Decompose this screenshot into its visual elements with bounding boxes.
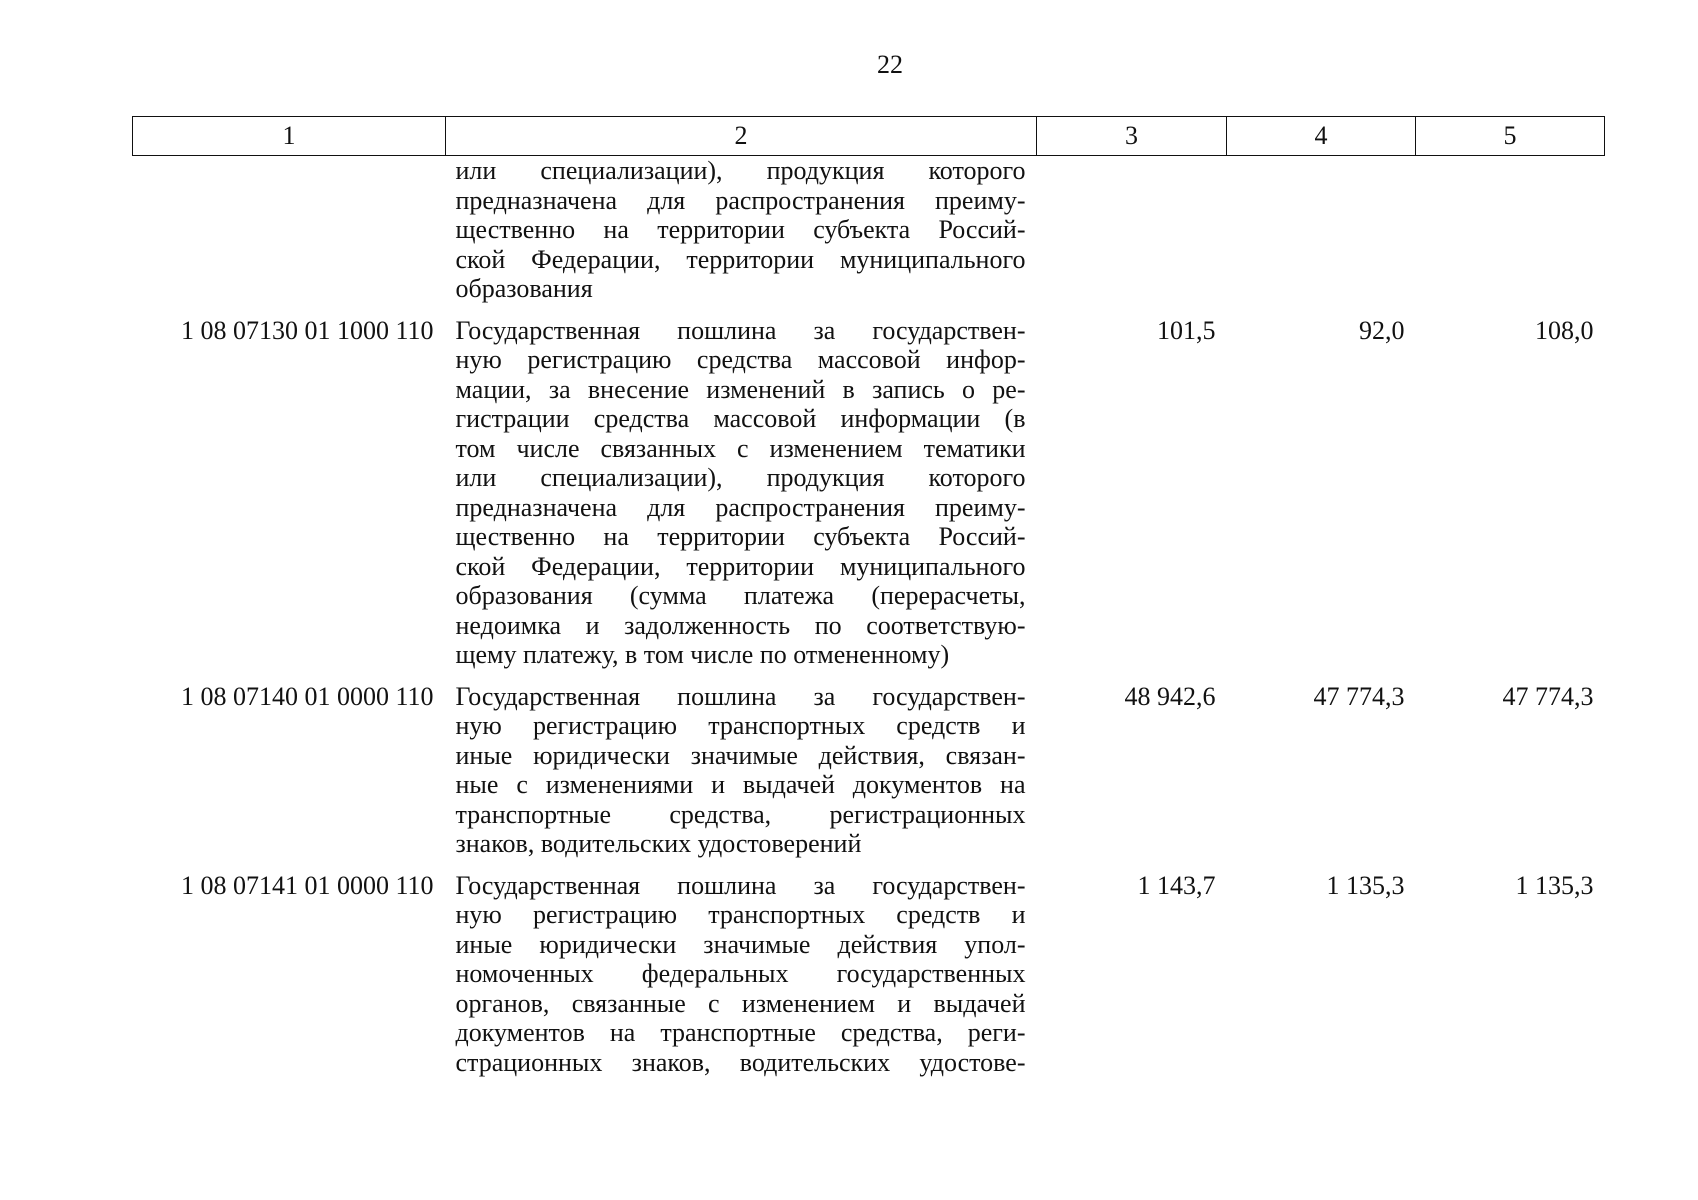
description-line: мации, за внесение изменений в запись о ре- bbox=[455, 374, 1026, 404]
description-cell bbox=[446, 316, 1037, 682]
description-line: или специализации), продукция которого bbox=[455, 463, 1026, 492]
code-cell: 1 08 07140 01 0000 110 bbox=[180, 681, 434, 711]
description-line: щему платежу, в том числе по отмененному) bbox=[455, 640, 950, 669]
description-line: Государственная пошлина за государствен- bbox=[455, 870, 1026, 900]
description-line: гистрации средства массовой информации (в bbox=[455, 404, 1026, 433]
table-row bbox=[133, 682, 1605, 871]
budget-table bbox=[132, 116, 1605, 1089]
value-cell-col3: 1 143,7 bbox=[1137, 870, 1216, 900]
code-cell: 1 08 07141 01 0000 110 bbox=[180, 870, 434, 900]
description-line: предназначена для распространения преиму- bbox=[455, 492, 1026, 522]
value-cell-col3 bbox=[1037, 156, 1227, 316]
value-cell-col5: 1 135,3 bbox=[1515, 870, 1594, 900]
description-line: или специализации), продукция которого bbox=[455, 156, 1026, 185]
value-cell-col5: 108,0 bbox=[1535, 315, 1594, 345]
description-line: страционных знаков, водительских удостове- bbox=[455, 1047, 1026, 1077]
header-col-5: 5 bbox=[1416, 117, 1605, 156]
value-cell-col4 bbox=[1227, 156, 1416, 316]
value-cell-col4: 92,0 bbox=[1359, 315, 1405, 345]
value-cell-col4: 47 774,3 bbox=[1313, 681, 1405, 711]
description-line: иные юридически значимые действия упол- bbox=[455, 929, 1026, 959]
description-line: иные юридически значимые действия, связан- bbox=[455, 740, 1026, 770]
description-line: том числе связанных с изменением тематики bbox=[455, 433, 1026, 463]
description-line: ную регистрацию транспортных средств и bbox=[455, 900, 1026, 929]
description-line: Государственная пошлина за государствен- bbox=[455, 315, 1026, 345]
description-line: ные с изменениями и выдачей документов на bbox=[455, 770, 1026, 799]
description-line: предназначена для распространения преиму- bbox=[455, 185, 1026, 215]
page-number: 22 bbox=[877, 50, 903, 79]
value-cell-col5: 47 774,3 bbox=[1502, 681, 1594, 711]
header-col-3: 3 bbox=[1037, 117, 1227, 156]
description-line: ской Федерации, территории муниципального bbox=[455, 551, 1026, 581]
description-line: транспортные средства, регистрационных bbox=[455, 799, 1026, 829]
value-cell-col4: 1 135,3 bbox=[1326, 870, 1405, 900]
budget-table-container bbox=[132, 116, 1604, 1089]
description-line: недоимка и задолженность по соответствую- bbox=[455, 610, 1026, 640]
header-col-4: 4 bbox=[1227, 117, 1416, 156]
description-line: щественно на территории субъекта Россий- bbox=[455, 522, 1026, 551]
description-line: щественно на территории субъекта Россий- bbox=[455, 215, 1026, 244]
table-header bbox=[133, 117, 1605, 156]
description-line: Государственная пошлина за государствен- bbox=[455, 681, 1026, 711]
description-cell bbox=[446, 156, 1037, 316]
description-line: знаков, водительских удостоверений bbox=[455, 829, 862, 858]
table-row bbox=[133, 871, 1605, 1090]
description-line: образования (сумма платежа (перерасчеты, bbox=[455, 581, 1026, 610]
header-col-2: 2 bbox=[446, 117, 1037, 156]
description-cell bbox=[446, 682, 1037, 871]
description-line: образования bbox=[455, 274, 593, 303]
table-body bbox=[133, 156, 1605, 1090]
description-line: ную регистрацию средства массовой инфор- bbox=[455, 345, 1026, 374]
table-row-continuation bbox=[133, 156, 1605, 316]
code-cell bbox=[133, 156, 446, 316]
description-line: ской Федерации, территории муниципального bbox=[455, 244, 1026, 274]
description-cell bbox=[446, 871, 1037, 1090]
value-cell-col3: 48 942,6 bbox=[1124, 681, 1216, 711]
description-line: документов на транспортные средства, реги- bbox=[455, 1018, 1026, 1047]
value-cell-col5 bbox=[1416, 156, 1605, 316]
description-line: ную регистрацию транспортных средств и bbox=[455, 711, 1026, 740]
description-line: органов, связанные с изменением и выдачей bbox=[455, 988, 1026, 1018]
value-cell-col3: 101,5 bbox=[1157, 315, 1216, 345]
header-row bbox=[133, 117, 1605, 156]
header-col-1: 1 bbox=[133, 117, 446, 156]
table-row bbox=[133, 316, 1605, 682]
code-cell: 1 08 07130 01 1000 110 bbox=[180, 315, 434, 345]
description-line: номоченных федеральных государственных bbox=[455, 959, 1026, 988]
